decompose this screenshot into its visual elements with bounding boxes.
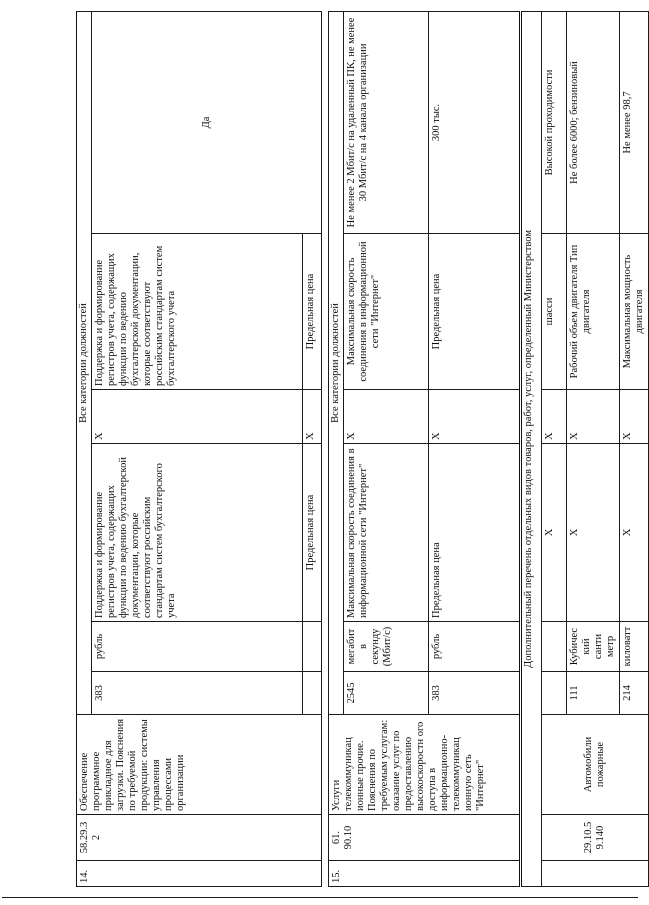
goods-characteristics-table — [76, 11, 649, 887]
table-row-16-chassis — [542, 11, 567, 886]
characteristic-cell: Предельная цена — [429, 234, 521, 390]
okei-code-cell: 383 — [92, 672, 303, 715]
characteristic-cell: Максимальная мощность двигателя — [620, 234, 649, 390]
x-mark-cell: X — [542, 444, 567, 622]
characteristic-cell: Поддержка и формирование регистров учета, содержащих функции по ведению бухгалтерской документации, которые соответствуют российским стандартам систем бухгалтерского учета — [92, 444, 303, 622]
okpd-code-cell — [77, 815, 322, 861]
value-cell: Высокой проходимости — [542, 11, 567, 233]
x-mark-cell: X — [303, 390, 322, 444]
unit-cell — [303, 622, 322, 672]
value-cell: Да — [92, 11, 322, 233]
characteristic-cell: Максимальная скорость соединения в информационной сети "Интернет" — [344, 234, 429, 390]
spacer-row — [322, 11, 329, 886]
x-mark-cell: X — [92, 390, 303, 444]
x-mark-cell: X — [344, 390, 429, 444]
table-row-14 — [77, 11, 92, 886]
characteristic-cell: Предельная цена — [303, 234, 322, 390]
rotated-table-sheet — [76, 12, 645, 887]
unit-cell — [542, 622, 567, 672]
okpd-code: 58.29.3 2 — [79, 821, 102, 854]
value-cell: Не менее 2 Мбит/с на удаленный ПК, не менее 30 Мбит/с на 4 канала организации — [344, 11, 429, 233]
item-name-cell: Услуги телекоммуникац ионные прочие. Пояснения по требуемым услугам: оказание услуг по предоставлению высокоскоростн ого доступа в информационно- телекоммуникац ионную сеть "Интернет" — [329, 715, 521, 815]
okpd-code-cell: 61. 90.10 — [329, 815, 521, 861]
characteristic-cell: Максимальная скорость соединения в информационной сети "Интернет" — [344, 444, 429, 622]
table-row-15 — [329, 11, 344, 886]
x-mark-cell: X — [567, 444, 620, 622]
characteristic-cell: Предельная цена — [429, 444, 521, 622]
value-cell: Не более 6000; бензиновый — [567, 11, 620, 233]
characteristic-cell: шасси — [542, 234, 567, 390]
value-cell: 300 тыс. — [429, 11, 521, 233]
category-header: Все категории должностей — [329, 11, 344, 714]
item-name: Обеспечение программное прикладное для загрузки. Пояснения по требуемой продукции: системы управления процессами организации — [79, 718, 186, 811]
okei-code-cell — [303, 672, 322, 715]
row-number-cell: 15. — [329, 861, 521, 887]
okei-code-cell: 214 — [620, 672, 649, 715]
x-mark-cell: X — [429, 390, 521, 444]
okei-code-cell — [542, 672, 567, 715]
category-header — [77, 11, 92, 714]
characteristic-cell: Поддержка и формирование регистров учета, содержащих функции по ведению бухгалтерской документации, которые соответствуют российским стандартам систем бухгалтерского учета — [92, 234, 303, 390]
characteristic-cell: Предельная цена — [303, 444, 322, 622]
item-name-cell — [77, 715, 322, 815]
page-edge-line — [2, 897, 638, 898]
value-cell: Не менее 98,7 — [620, 11, 649, 233]
x-mark-cell: X — [620, 444, 649, 622]
item-name-cell: Автомобили пожарные — [542, 715, 649, 815]
x-mark-cell: X — [567, 390, 620, 444]
okpd-code-cell: 29.10.5 9.140 — [542, 815, 649, 861]
x-mark-cell: X — [620, 390, 649, 444]
okei-code-cell: 111 — [567, 672, 620, 715]
unit-cell: мегабит в секунду (Мбит/с) — [344, 622, 429, 672]
row-number-cell — [77, 861, 322, 887]
characteristic-cell: Рабочий объем двигателя Тип двигателя — [567, 234, 620, 390]
unit-cell: рубль — [92, 622, 303, 672]
unit-cell: киловатт — [620, 622, 649, 672]
x-mark-cell: X — [542, 390, 567, 444]
okei-code-cell: 2545 — [344, 672, 429, 715]
row-number-cell — [542, 861, 649, 887]
category-header-text: Все категории должностей — [78, 303, 89, 423]
additional-list-heading: Дополнительный перечень отдельных видов товаров, работ, услуг, определенный Министерством — [521, 11, 542, 886]
row-number: 14. — [79, 869, 90, 883]
unit-cell: рубль — [429, 622, 521, 672]
unit-cell: Кубичес кий санти метр — [567, 622, 620, 672]
additional-list-row — [521, 11, 542, 886]
okei-code-cell: 383 — [429, 672, 521, 715]
